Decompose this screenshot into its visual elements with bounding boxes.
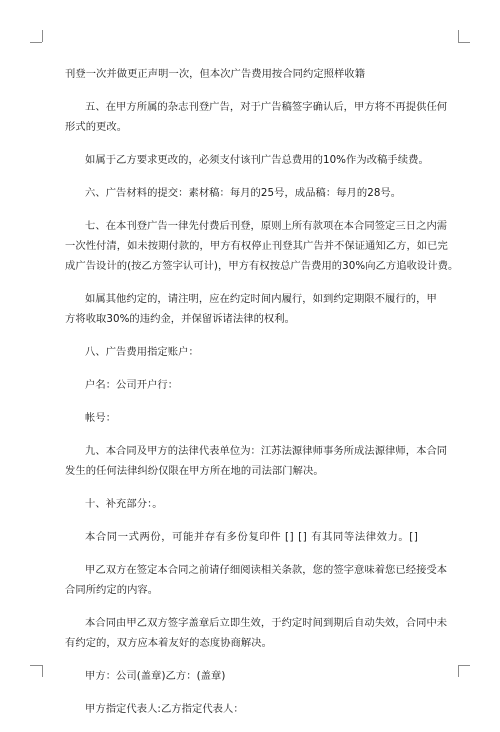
text-line: 形式的更改。 xyxy=(65,121,128,133)
paragraph-account-number xyxy=(65,408,437,428)
text-line: 有约定的，双方应本着友好的态度协商解决。 xyxy=(65,637,272,649)
text-line: 刊登一次并做更正声明一次，但本次广告费用按合同约定照样收籍 xyxy=(65,68,366,80)
paragraph-clause-6 xyxy=(65,183,437,203)
text-line: 七、在本刊登广告一律先付费后刊登，原则上所有款项在本合同签定三日之内需 xyxy=(85,220,448,232)
text-line: 六、广告材料的提交：素材稿：每月的25号，成品稿：每月的28号。 xyxy=(85,187,402,199)
crop-mark-bottom-right-v xyxy=(458,665,459,677)
text-line: 一次性付清，如未按期付款的，甲方有权停止刊登其广告并不保证通知乙方，如已完 xyxy=(65,240,448,252)
paragraph-representatives xyxy=(65,699,437,719)
text-line: 本合同由甲乙双方签字盖章后立即生效，于约定时间到期后自动失效，合同中未 xyxy=(85,617,448,629)
text-line: 如属于乙方要求更改的，必须支付该刊广告总费用的10%作为改稿手续费。 xyxy=(85,154,429,166)
text-line: 户名：公司开户行： xyxy=(85,379,179,391)
text-line: 九、本合同及甲方的法律代表单位为：江苏法源律师事务所成法源律师，本合同 xyxy=(85,445,448,457)
text-line: 成广告设计的(按乙方签字认可计)，甲方有权按总广告费用的30%向乙方追收设计费。 xyxy=(65,260,459,272)
text-line: 方将收取30%的违约金，并保留诉诸法律的权利。 xyxy=(65,313,295,325)
paragraph-clause-5 xyxy=(65,97,448,137)
crop-mark-bottom-left-v xyxy=(42,665,43,677)
paragraph-signatures xyxy=(65,666,437,686)
crop-mark-top-right-v xyxy=(458,30,459,42)
paragraph-copies xyxy=(65,527,437,547)
text-line: 如属其他约定的，请注明，应在约定时间内履行，如到约定期限不履行的，甲 xyxy=(85,293,437,305)
crop-mark-top-right-h xyxy=(458,42,470,43)
paragraph-clause-8 xyxy=(65,342,437,362)
crop-mark-top-left-h xyxy=(30,42,42,43)
paragraph-continuation xyxy=(65,64,437,84)
crop-mark-bottom-right-h xyxy=(458,665,470,666)
text-line: 甲乙双方在签定本合同之前请仔细阅读相关条款，您的签字意味着您已经接受本 xyxy=(85,564,448,576)
text-line: 本合同一式两份，可能并存有多份复印件 [] [] 有其同等法律效力。[] xyxy=(85,531,419,543)
text-line: 八、广告费用指定账户： xyxy=(85,346,199,358)
paragraph-clause-10 xyxy=(65,494,437,514)
text-line: 甲方：公司(盖章)乙方：(盖章) xyxy=(85,670,226,682)
paragraph-other-agreements xyxy=(65,289,437,329)
text-line: 十、补充部分：。 xyxy=(85,498,163,510)
text-line: 五、在甲方所属的杂志刊登广告，对于广告稿签字确认后，甲方将不再提供任何 xyxy=(85,101,448,113)
paragraph-effective xyxy=(65,613,448,653)
paragraph-account-name xyxy=(65,375,437,395)
crop-mark-top-left-v xyxy=(42,30,43,42)
paragraph-clause-9 xyxy=(65,441,448,481)
paragraph-read-terms xyxy=(65,560,448,600)
crop-mark-bottom-left-h xyxy=(30,665,42,666)
document-body xyxy=(65,64,459,732)
text-line: 甲方指定代表人:乙方指定代表人： xyxy=(85,703,244,715)
text-line: 合同所约定的内容。 xyxy=(65,584,159,596)
paragraph-change-fee xyxy=(65,150,437,170)
text-line: 发生的任何法律纠纷仅限在甲方所在地的司法部门解决。 xyxy=(65,465,324,477)
text-line: 帐号： xyxy=(85,412,117,424)
paragraph-clause-7 xyxy=(65,216,459,276)
